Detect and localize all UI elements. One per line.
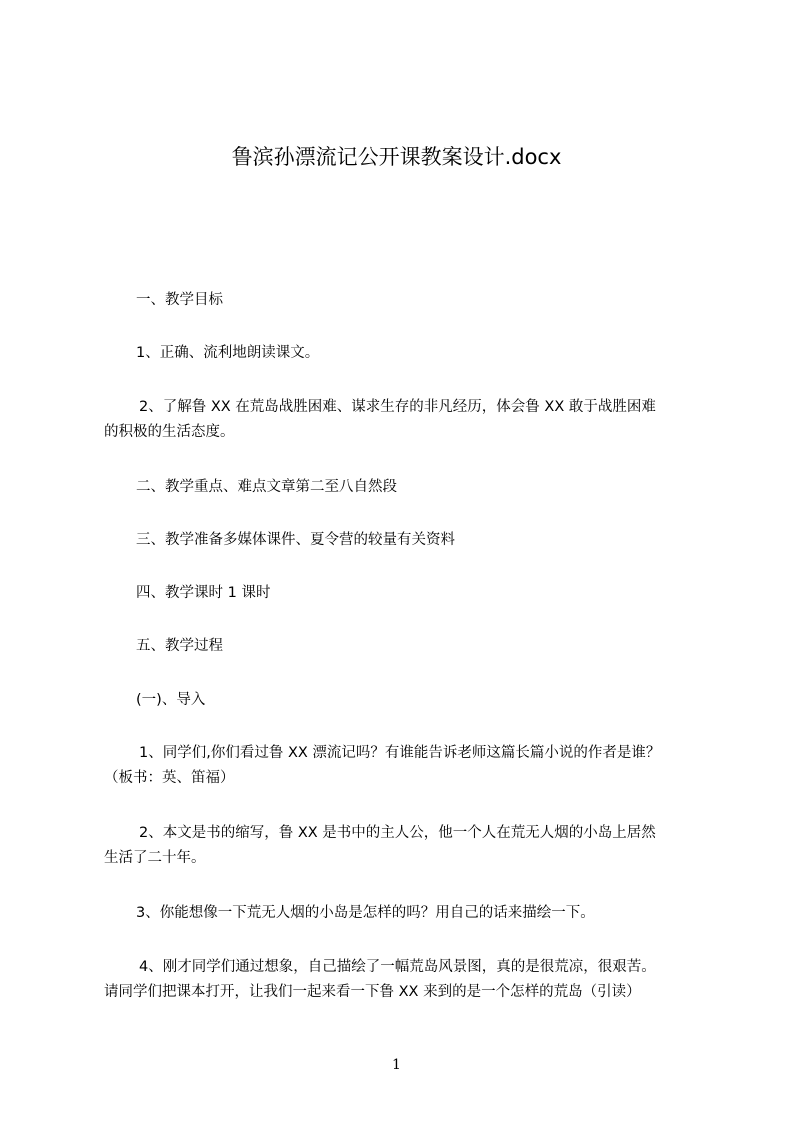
paragraph-line: （板书：英、笛福） bbox=[104, 770, 235, 786]
paragraph-line: 1、正确、流利地朗读课文。 bbox=[136, 345, 320, 361]
page-number: 1 bbox=[392, 1057, 401, 1073]
intro-item-3 bbox=[104, 899, 748, 928]
paragraph-line: 一、教学目标 bbox=[136, 292, 223, 308]
section-heading-teaching-goals bbox=[104, 286, 748, 315]
intro-item-4 bbox=[104, 953, 716, 1007]
paragraph-line: 4、刚才同学们通过想象，自己描绘了一幅荒岛风景图，真的是很荒凉，很艰苦。 bbox=[139, 959, 656, 975]
goal-item-2 bbox=[104, 393, 716, 447]
goal-item-1 bbox=[104, 339, 748, 368]
paragraph-line: 1、同学们,你们看过鲁 XX 漂流记吗？有谁能告诉老师这篇长篇小说的作者是谁？ bbox=[139, 745, 661, 761]
document-title: 鲁滨孙漂流记公开课教案设计.docx bbox=[231, 145, 562, 169]
intro-item-1 bbox=[104, 739, 716, 793]
paragraph-line: (一)、导入 bbox=[136, 692, 206, 708]
section-heading-preparation bbox=[104, 526, 748, 555]
subsection-heading-intro bbox=[104, 686, 748, 715]
paragraph-line: 3、你能想像一下荒无人烟的小岛是怎样的吗？用自己的话来描绘一下。 bbox=[136, 905, 595, 921]
paragraph-line: 五、教学过程 bbox=[136, 638, 223, 654]
section-heading-key-points bbox=[104, 473, 748, 502]
intro-item-2 bbox=[104, 819, 716, 873]
section-heading-class-hours bbox=[104, 579, 748, 608]
paragraph-line: 的积极的生活态度。 bbox=[104, 424, 235, 440]
section-heading-process bbox=[104, 632, 748, 661]
paragraph-line: 生活了二十年。 bbox=[104, 850, 206, 866]
paragraph-line: 请同学们把课本打开，让我们一起来看一下鲁 XX 来到的是一个怎样的荒岛（引读） bbox=[104, 984, 641, 1000]
paragraph-line: 2、本文是书的缩写，鲁 XX 是书中的主人公，他一个人在荒无人烟的小岛上居然 bbox=[139, 825, 656, 841]
paragraph-line: 三、教学准备多媒体课件、夏令营的较量有关资料 bbox=[136, 532, 455, 548]
paragraph-line: 二、教学重点、难点文章第二至八自然段 bbox=[136, 479, 397, 495]
paragraph-line: 2、了解鲁 XX 在荒岛战胜困难、谋求生存的非凡经历，体会鲁 XX 敢于战胜困难 bbox=[139, 399, 656, 415]
paragraph-line: 四、教学课时 1 课时 bbox=[136, 585, 271, 601]
